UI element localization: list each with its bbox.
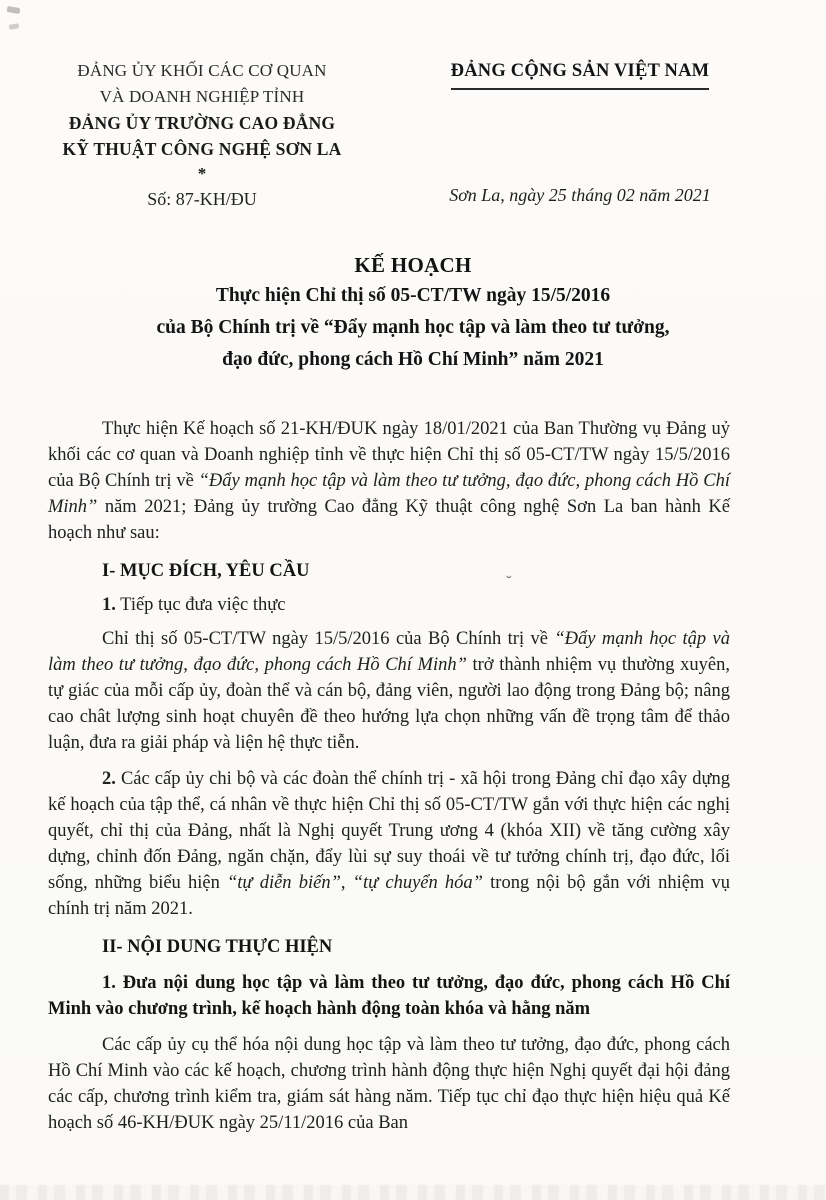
- section-heading-1: I- MỤC ĐÍCH, YÊU CẦU: [102, 561, 310, 581]
- quoted-directive-title: “Đẩy mạnh học tập và làm theo tư tưởng, đạo đức, phong cách Hồ Chí Minh”: [48, 629, 730, 675]
- paragraph-text: ,: [340, 873, 353, 893]
- party-motto-block: [424, 58, 736, 212]
- section-heading-2: II- NỘI DUNG THỰC HIỆN: [102, 937, 333, 957]
- issuing-org-block: [28, 58, 376, 212]
- paragraph-text: Chỉ thị số 05-CT/TW ngày 15/5/2016 của Bộ Chính trị về: [102, 629, 555, 649]
- title-subtitle-line: đạo đức, phong cách Hồ Chí Minh” năm 2021: [222, 349, 604, 370]
- quoted-phrase: “tự diễn biến”: [227, 873, 341, 893]
- place-date-line: Sơn La, ngày 25 tháng 02 năm 2021: [449, 185, 711, 205]
- document-number: Số: 87-KH/ĐU: [147, 189, 257, 209]
- quoted-directive-title: “Đẩy mạnh học tập và làm theo tư tưởng, đạo đức, phong cách Hồ Chí Minh”: [48, 471, 730, 517]
- paragraph-text: Thực hiện Kế hoạch số 21-KH/ĐUK ngày 18/01/2021 của Ban Thường vụ Đảng uỷ khối các cơ quan và Doanh nghiệp tỉnh về thực hiện Chỉ thị số 05-CT/TW ngày 15/5/2016 của Bộ Chính trị về: [48, 419, 730, 491]
- org-name-line: ĐẢNG ỦY TRƯỜNG CAO ĐẲNG: [68, 113, 336, 133]
- paragraph-text: trong nội bộ gắn với nhiệm vụ chính trị năm 2021.: [48, 873, 730, 919]
- paragraph-implementation: Các cấp ủy cụ thể hóa nội dung học tập và làm theo tư tưởng, đạo đức, phong cách Hồ Chí Minh vào các kế hoạch, chương trình hành động thực hiện Nghị quyết đại hội đảng các cấp, chương trình kiểm tra, giám sát hàng năm. Tiếp tục chỉ đạo thực hiện hiệu quả Kế hoạch số 46-KH/ĐUK ngày 25/11/2016 của Ban: [48, 1035, 730, 1133]
- document-title: [0, 250, 826, 376]
- title-subtitle-line: Thực hiện Chỉ thị số 05-CT/TW ngày 15/5/2016: [215, 285, 611, 306]
- org-name-line: ĐẢNG ỦY KHỐI CÁC CƠ QUAN: [77, 61, 327, 80]
- item-number: 1.: [102, 595, 116, 615]
- party-name-wrap: [424, 58, 736, 90]
- subsection-heading-1: 1. Đưa nội dung học tập và làm theo tư tưởng, đạo đức, phong cách Hồ Chí Minh vào chương trình, kế hoạch hành động toàn khóa và hằng năm: [48, 973, 730, 1019]
- item-1-line: [48, 592, 730, 618]
- item-number: 2.: [102, 769, 116, 789]
- party-name: ĐẢNG CỘNG SẢN VIỆT NAM: [451, 58, 710, 90]
- scan-stray-mark: ˘: [505, 574, 513, 592]
- document-header: [0, 0, 826, 212]
- title-main: KẾ HOẠCH: [354, 253, 472, 277]
- separator-star: *: [197, 164, 207, 183]
- org-name-line: VÀ DOANH NGHIỆP TỈNH: [99, 87, 305, 106]
- quoted-phrase: “tự chuyển hóa”: [352, 873, 483, 893]
- paragraph-text: Các cấp ủy chi bộ và các đoàn thể chính trị - xã hội trong Đảng chỉ đạo xây dựng kế hoạch của tập thể, cá nhân về thực hiện Chỉ thị số 05-CT/TW gắn với thực hiện các nghị quyết, chỉ thị của Đảng, nhất là Nghị quyết Trung ương 4 (khóa XII) về tăng cường xây dựng, chỉnh đốn Đảng, ngăn chặn, đẩy lùi sự suy thoái về tư tưởng chính trị, đạo đức, lối sống, những biểu hiện: [48, 769, 730, 893]
- paragraph-item-2: [48, 766, 730, 922]
- paragraph-text: trở thành nhiệm vụ thường xuyên, tự giác của mỗi cấp ủy, đoàn thể và cán bộ, đảng viên, người lao động trong Đảng bộ; nâng cao chât lượng sinh hoạt chuyên đề theo hướng lựa chọn những vấn đề trọng tâm để thảo luận, đưa ra giải pháp và liện hệ thực tiễn.: [48, 655, 731, 753]
- title-subtitle-line: của Bộ Chính trị về “Đẩy mạnh học tập và làm theo tư tưởng,: [156, 317, 670, 338]
- org-name-line: KỸ THUẬT CÔNG NGHỆ SƠN LA: [62, 139, 342, 159]
- paragraph-directive: [48, 626, 730, 756]
- scan-edge-band: [0, 1185, 826, 1200]
- paragraph-text: năm 2021; Đảng ủy trường Cao đẳng Kỹ thuật công nghệ Sơn La ban hành Kế hoạch như sau:: [48, 497, 730, 543]
- document-body: [48, 416, 730, 1136]
- item-text: Tiếp tục đưa việc thực: [115, 595, 286, 615]
- paragraph-intro: [48, 416, 730, 546]
